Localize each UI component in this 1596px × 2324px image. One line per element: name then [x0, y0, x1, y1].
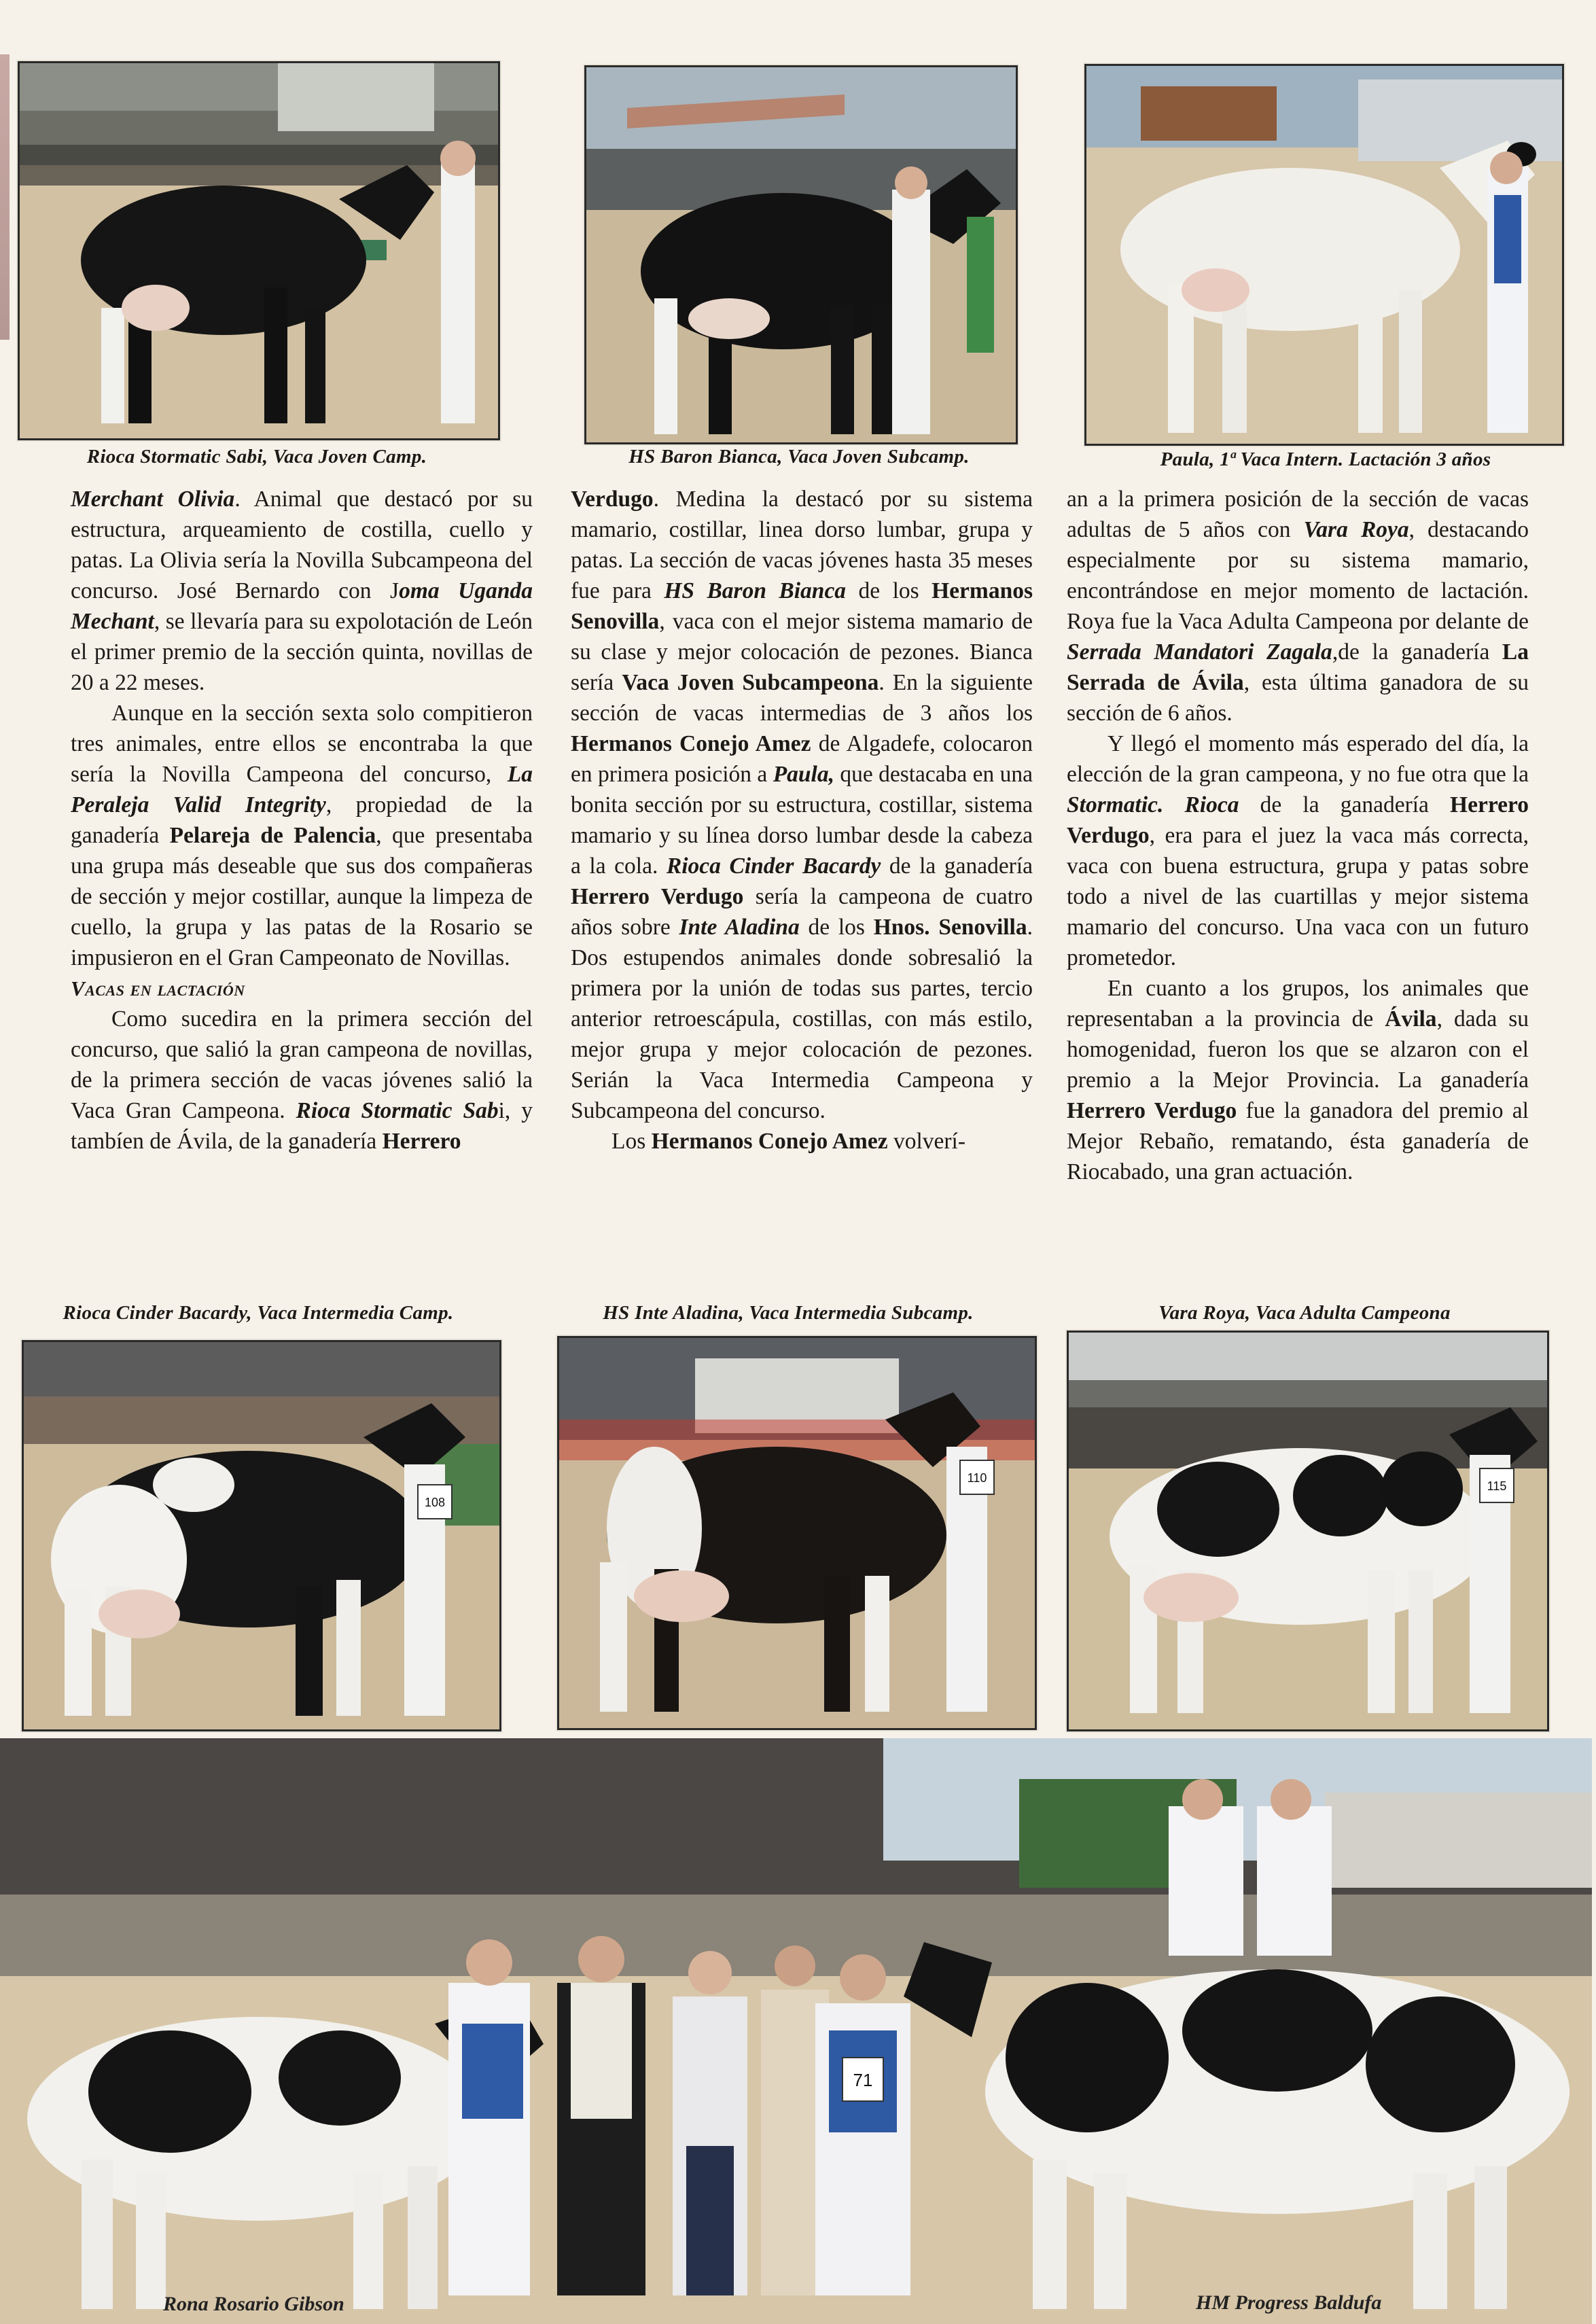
photo-rioca-cinder-bacardy — [22, 1340, 501, 1731]
paragraph: an a la primera posición de la sección de vacas adultas de 5 años con Vara Roya, destacando especialmente por su sistema mamario, encontrándose en mejor momento de lactación. Roya fue la Vaca Adulta Campeona por delante de Serrada Mandatori Zagala,de la ganadería La Serrada de Ávila, esta última ganadora de su sección de 6 años. — [1067, 487, 1529, 726]
photo-rioca-stormatic-sabi — [18, 61, 500, 440]
photo-group-awards — [0, 1738, 1592, 2324]
paragraph: Los Hermanos Conejo Amez volverí- — [611, 1129, 966, 1154]
photo-caption: HS Baron Bianca, Vaca Joven Subcamp. — [628, 446, 970, 468]
paragraph: Aunque en la sección sexta solo compitieron tres animales, entre ellos se encontraba la que sería la Novilla Campeona del concurso, La Peraleja Valid Integrity, propiedad de la ganadería Pelareja de Palencia, que presentaba una grupa más deseable que sus dos compañeras de sección y mejor costillar, aunque la limpeza de cuello, la grupa y las patas de la Rosario se impusieron en el Gran Campeonato de Novillas. — [71, 701, 533, 970]
page-edge-mark — [0, 54, 10, 340]
photo-caption: HM Progress Baldufa — [1196, 2291, 1382, 2314]
section-heading: Vacas en lactación — [71, 976, 245, 1000]
photo-vara-roya — [1067, 1331, 1549, 1731]
paragraph: Merchant Olivia. Animal que destacó por su estructura, arqueamiento de costilla, cuello y patas. La Olivia sería la Novilla Subcampeona del concurso. José Bernardo con Joma Uganda Mechant, se llevaría para su expolotación de León el primer premio de la sección quinta, novillas de 20 a 22 meses. — [71, 487, 533, 695]
photo-caption: Rioca Cinder Bacardy, Vaca Intermedia Camp. — [63, 1302, 454, 1324]
photo-caption: HS Inte Aladina, Vaca Intermedia Subcamp. — [603, 1302, 974, 1324]
photo-caption: Rona Rosario Gibson — [163, 2293, 344, 2315]
cow-number-card: 71 — [853, 2070, 873, 2090]
photo-caption: Rioca Stormatic Sabi, Vaca Joven Camp. — [86, 446, 427, 468]
cow-number-card: 110 — [967, 1471, 987, 1485]
paragraph: Verdugo. Medina la destacó por su sistema mamario, costillar, linea dorso lumbar, grupa y patas. La sección de vacas jóvenes hasta 35 meses fue para HS Baron Bianca de los Hermanos Senovilla, vaca con el mejor sistema mamario de su clase y mejor colocación de pezones. Bianca sería Vaca Joven Subcampeona. En la siguiente sección de vacas intermedias de 3 años los Hermanos Conejo Amez de Algadefe, colocaron en primera posición a Paula, que destacaba en una bonita sección por su estructura, costillar, sistema mamario y su línea dorso lumbar desde la cabeza a la cola. Rioca Cinder Bacardy de la ganadería Herrero Verdugo sería la campeona de cuatro años sobre Inte Aladina de los Hnos. Senovilla. Dos estupendos animales donde sobresalió la primera por la unión de todas sus partes, tercio anterior retroescápula, costillas, con más estilo, mejor grupa y mejor colocación de pezones. Serián la Vaca Intermedia Campeona y Subcampeona del concurso. — [571, 487, 1033, 1123]
photo-paula — [1084, 64, 1564, 446]
photo-hs-inte-aladina — [557, 1336, 1037, 1730]
photo-caption: Vara Roya, Vaca Adulta Campeona — [1158, 1302, 1451, 1324]
photo-hs-baron-bianca — [584, 65, 1018, 444]
cow-number-card: 108 — [424, 1496, 446, 1509]
photo-caption: Paula, 1ª Vaca Intern. Lactación 3 años — [1160, 448, 1491, 470]
paragraph: Y llegó el momento más esperado del día, la elección de la gran campeona, y no fue otra que la Stormatic. Rioca de la ganadería Herrero Verdugo, era para el juez la vaca más correcta, vaca con buena estructura, grupa y patas sobre todo a nivel de las cuartillas y mejor sistema mamario del concurso. Una vaca con un futuro prometedor. — [1067, 731, 1529, 970]
article-column-3 — [1067, 484, 1529, 1187]
article-column-2 — [571, 484, 1033, 1157]
paragraph: En cuanto a los grupos, los animales que representaban a la provincia de Ávila, dada su homogenidad, fueron los que se alzaron con el premio a la Mejor Provincia. La ganadería Herrero Verdugo fue la ganadora del premio al Mejor Rebaño, rematando, ésta ganadería de Riocabado, una gran actuación. — [1067, 976, 1529, 1184]
article-column-1 — [71, 484, 533, 1157]
paragraph: Como sucedira en la primera sección del concurso, que salió la gran campeona de novillas, de la primera sección de vacas jóvenes salió la Vaca Gran Campeona. Rioca Stormatic Sabi, y tambíen de Ávila, de la ganadería Herrero — [71, 1006, 533, 1154]
cow-number-card: 115 — [1487, 1479, 1507, 1493]
